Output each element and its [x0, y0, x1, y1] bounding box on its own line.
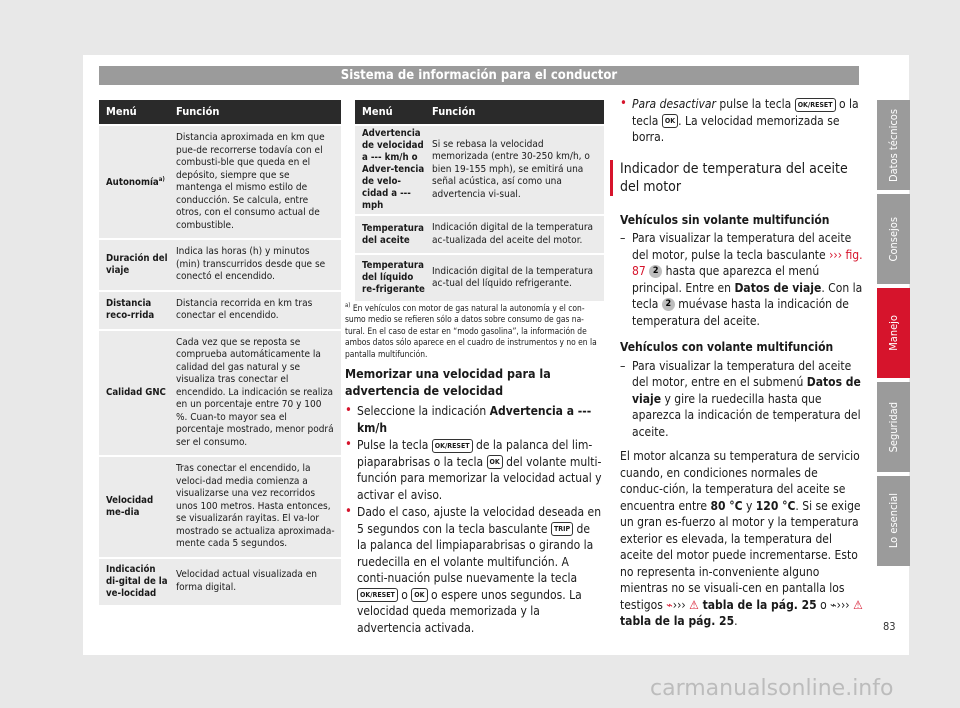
list-item: – Para visualizar la temperatura del aceite del motor, entre en el submenú Datos de viaje y gire la ruedecilla hasta que aparezca la indicación de temperatura del aceite.: [620, 358, 861, 439]
cell-menu: Autonomía$^{a)}$: [106, 176, 165, 189]
table-row: [99, 238, 341, 290]
list-item: • Pulse la tecla OK/RESET de la palanca del lim-piaparabrisas o la tecla OK del volante multi-función para memorizar la velocidad actual y activar el aviso.: [345, 437, 602, 502]
page-number: 83: [883, 620, 896, 633]
ok-key-icon: OK: [487, 455, 503, 469]
cell-function: Indicación digital de la temperatura ac-tual del líquido refrigerante.: [432, 265, 594, 289]
table-link[interactable]: tabla de la pág. 25: [698, 597, 817, 612]
trip-key-icon: TRIP: [551, 522, 573, 536]
table-row: [355, 253, 604, 301]
cell-menu: Indicación di-gital de la ve-locidad: [106, 563, 168, 599]
table-row: [99, 455, 341, 557]
footnote: $^{a)}$ En vehículos con motor de gas natural la autonomía y el con-sumo medio se refieren sólo a datos sobre consumo de gas na-tural. En el caso de estar en “modo gasolina”, la información de ambos datos sólo aparece en el cuadro de instrumentos y no en la pantalla multifunción.: [345, 302, 597, 359]
list-item: • Seleccione la indicación Advertencia a --- km/h: [345, 403, 592, 435]
callout-number: 2: [662, 298, 675, 311]
oil-temperature-section: [620, 96, 863, 630]
cell-function: Si se rebasa la velocidad memorizada (entre 30-250 km/h, o bien 19-155 mph), se emitirá una señal acústica, así como una advertencia vi-sual.: [432, 138, 590, 200]
callout-number: 2: [649, 265, 662, 278]
warning-lamp-icon: ⌁: [830, 597, 837, 612]
warning-triangle-icon: ⚠: [689, 597, 699, 612]
cell-menu: Calidad GNC: [106, 386, 166, 398]
cell-function: Velocidad actual visualizada en forma digital.: [176, 569, 317, 593]
table-row: [355, 214, 604, 253]
ok-reset-key-icon: OK/RESET: [357, 588, 398, 602]
cell-function: Indica las horas (h) y minutos (min) transcurridos desde que se conectó el encendido.: [176, 246, 326, 282]
page-header: Sistema de información para el conductor: [99, 66, 859, 85]
header-function: Función: [432, 104, 476, 118]
table-row: [99, 290, 341, 329]
table-row: [355, 124, 604, 214]
list-item: – Para visualizar la temperatura del aceite del motor, pulse la tecla basculante ››› fig. 87 2 hasta que aparezca el menú principal. Entre en Datos de viaje. Con la tecla 2 muévase hasta la indicación de temperatura del aceite.: [620, 231, 863, 328]
watermark: carmanualsonline.info: [650, 676, 894, 701]
tab-datos-tecnicos[interactable]: Datos técnicos: [877, 100, 910, 190]
tab-consejos[interactable]: Consejos: [877, 194, 910, 284]
header-function: Función: [176, 104, 220, 118]
table-row: [99, 557, 341, 605]
table-menu-functions-2: [355, 100, 604, 301]
warning-triangle-icon: ⚠: [853, 597, 863, 612]
tab-seguridad[interactable]: Seguridad: [877, 382, 910, 472]
section-heading: Memorizar una velocidad para la advertencia de velocidad: [345, 366, 551, 398]
cell-menu: Distancia reco-rrida: [106, 298, 155, 321]
ok-reset-key-icon: OK/RESET: [795, 98, 836, 112]
tab-manejo[interactable]: Manejo: [877, 288, 910, 378]
header-menu: Menú: [362, 105, 393, 118]
cell-menu: Velocidad me-dia: [106, 494, 154, 518]
cell-menu: Duración del viaje: [106, 252, 168, 276]
cell-menu: Temperatura del aceite: [362, 222, 424, 246]
cell-menu: Advertencia de velocidad a --- km/h o Adver-tencia de velo-cidad a --- mph: [362, 128, 425, 211]
figure-link[interactable]: ››› fig. 87: [632, 247, 863, 278]
cell-function: Indicación digital de la temperatura ac-tualizada del aceite del motor.: [432, 222, 594, 246]
speed-warning-section: [345, 366, 602, 637]
cell-function: Tras conectar el encendido, la veloci-dad media comienza a visualizarse una vez recorridos unos 100 metros. Hasta entonces, se visualizarán rayitas. El va-lor mostrado se actualiza aproximada-mente cada 5 segundos.: [176, 463, 335, 549]
cell-function: Distancia aproximada en km que pue-de recorrerse todavía con el combusti-ble que queda en el depósito, siempre que se mantenga el mismo estilo de conducción. Se calcula, entre otros, con el consumo actual de combustible.: [176, 132, 325, 231]
ok-key-icon: OK: [662, 114, 678, 128]
header-menu: Menú: [106, 105, 137, 118]
cell-function: Cada vez que se reposta se comprueba automáticamente la calidad del gas natural y se visualiza tras conectar el encendido. La indicación se realiza en un porcentaje entre 70 y 100 %. Cuan-to mayor sea el porcentaje mostrado, menor podrá ser el consumo.: [176, 336, 334, 448]
list-item: • Dado el caso, ajuste la velocidad deseada en 5 segundos con la tecla basculante TRIP de la palanca del limpiaparabrisas o girando la ruedecilla en el volante multifunción. A conti-nuación pulse nuevamente la tecla OK/RESET o OK o espere unos segundos. La velocidad queda memorizada y la advertencia activada.: [345, 504, 602, 635]
section-heading: Indicador de temperatura del aceite del motor: [610, 160, 863, 196]
cell-menu: Temperatura del líquido re-frigerante: [362, 260, 425, 295]
table-header: [355, 100, 604, 124]
cell-function: Distancia recorrida en km tras conectar el encendido.: [176, 297, 313, 321]
table-menu-functions: [99, 100, 341, 605]
tab-lo-esencial[interactable]: Lo esencial: [877, 476, 910, 566]
paragraph: El motor alcanza su temperatura de servicio cuando, en condiciones normales de conduc-ción, la temperatura del aceite se encuentra entre 80 °C y 120 °C. Si se exige un gran es-fuerzo al motor y la temperatura exterior es elevada, la temperatura del aceite del motor puede incrementarse. Esto no representa in-conveniente alguno mientras no se visuali-cen en pantalla los testigos ⌁››› ⚠ tabla de la pág. 25 o ⌁››› ⚠ tabla de la pág. 25.: [620, 449, 863, 628]
table-row: [99, 329, 341, 456]
table-header: [99, 100, 341, 124]
table-row: [99, 124, 341, 238]
warning-lamp-icon: ⌁: [666, 597, 673, 612]
subheading: Vehículos con volante multifunción: [620, 340, 834, 354]
table-link[interactable]: tabla de la pág. 25: [620, 614, 735, 628]
ok-key-icon: OK: [411, 588, 427, 602]
list-item: • Para desactivar pulse la tecla OK/RESET o la tecla OK . La velocidad memorizada se borra.: [620, 96, 859, 144]
section-tabs: [877, 100, 910, 570]
ok-reset-key-icon: OK/RESET: [432, 439, 473, 453]
subheading: Vehículos sin volante multifunción: [620, 212, 830, 227]
